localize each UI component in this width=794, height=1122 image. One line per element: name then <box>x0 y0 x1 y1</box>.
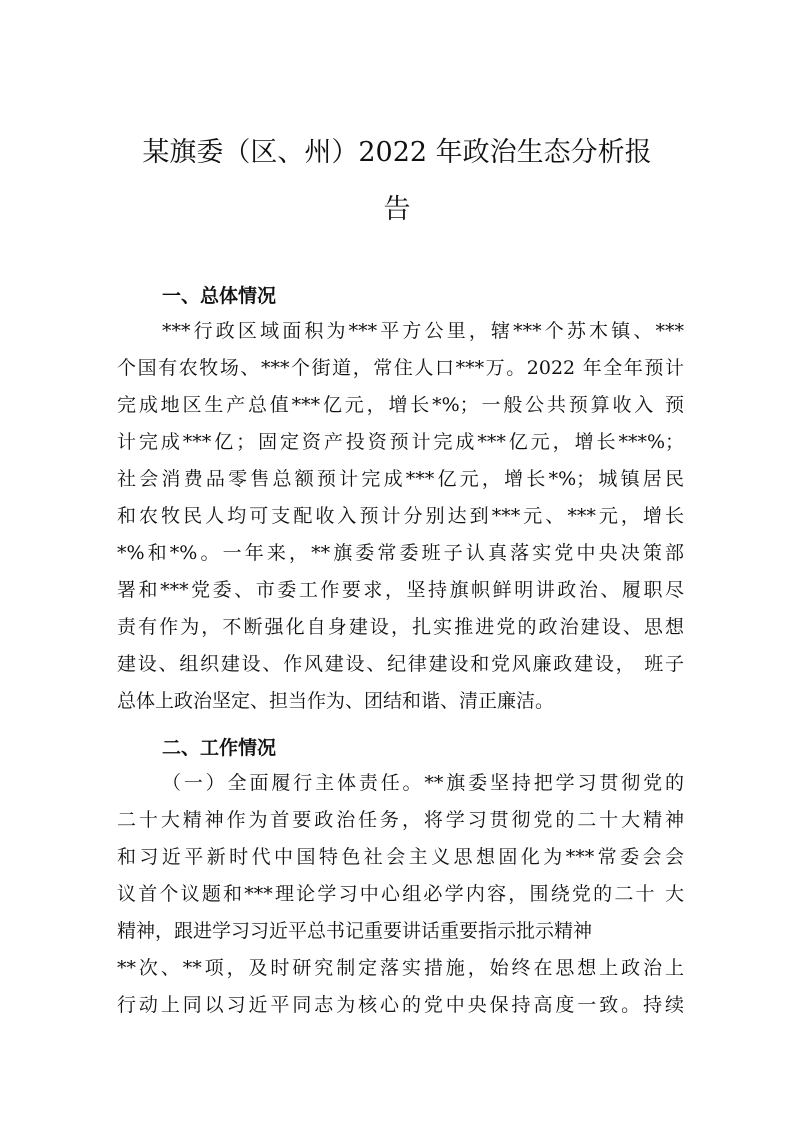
paragraph-line: 总体上政治坚定、担当作为、团结和谐、清正廉洁。 <box>117 690 555 712</box>
paragraph-line: ***行政区域面积为***平方公里，辖***个苏木镇、*** <box>162 320 684 342</box>
paragraph-line: *%和*%。一年来，**旗委常委班子认真落实党中央决策部 <box>117 542 684 564</box>
paragraph-line: 个国有农牧场、***个街道，常住人口***万。2022 年全年预计 <box>117 357 684 379</box>
paragraph-line: （一）全面履行主体责任。**旗委坚持把学习贯彻党的 <box>162 772 684 794</box>
paragraph-line: 署和***党委、市委工作要求，坚持旗帜鲜明讲政治、履职尽 <box>117 579 684 601</box>
document-title-line-1: 某旗委（区、州）2022 年政治生态分析报 <box>142 137 652 168</box>
paragraph-line: 精神，跟进学习习近平总书记重要讲话重要指示批示精神 <box>117 920 593 942</box>
paragraph-line: 和农牧民人均可支配收入预计分别达到***元、***元，增长 <box>117 505 684 527</box>
paragraph-line: 完成地区生产总值***亿元，增长*%；一般公共预算收入 预 <box>117 394 684 416</box>
paragraph-line: 和习近平新时代中国特色社会主义思想固化为***常委会会 <box>117 846 684 868</box>
paragraph-line: 社会消费品零售总额预计完成***亿元，增长*%；城镇居民 <box>117 468 684 490</box>
paragraph-line: 议首个议题和***理论学习中心组必学内容，围绕党的二十 大 <box>117 883 684 905</box>
paragraph-line: 建设、组织建设、作风建设、纪律建设和党风廉政建设， 班子 <box>117 653 684 675</box>
section-heading-work: 二、工作情况 <box>162 737 277 759</box>
paragraph-line: **次、**项，及时研究制定落实措施，始终在思想上政治上 <box>117 957 684 979</box>
document-title-line-2: 告 <box>383 194 411 225</box>
paragraph-line: 行动上同以习近平同志为核心的党中央保持高度一致。持续 <box>117 994 684 1016</box>
paragraph-line: 责有作为，不断强化自身建设，扎实推进党的政治建设、思想 <box>117 616 684 638</box>
paragraph-line: 二十大精神作为首要政治任务，将学习贯彻党的二十大精神 <box>117 809 684 831</box>
section-heading-overview: 一、总体情况 <box>162 285 277 307</box>
paragraph-line: 计完成***亿；固定资产投资预计完成***亿元，增长***%； <box>117 431 684 453</box>
